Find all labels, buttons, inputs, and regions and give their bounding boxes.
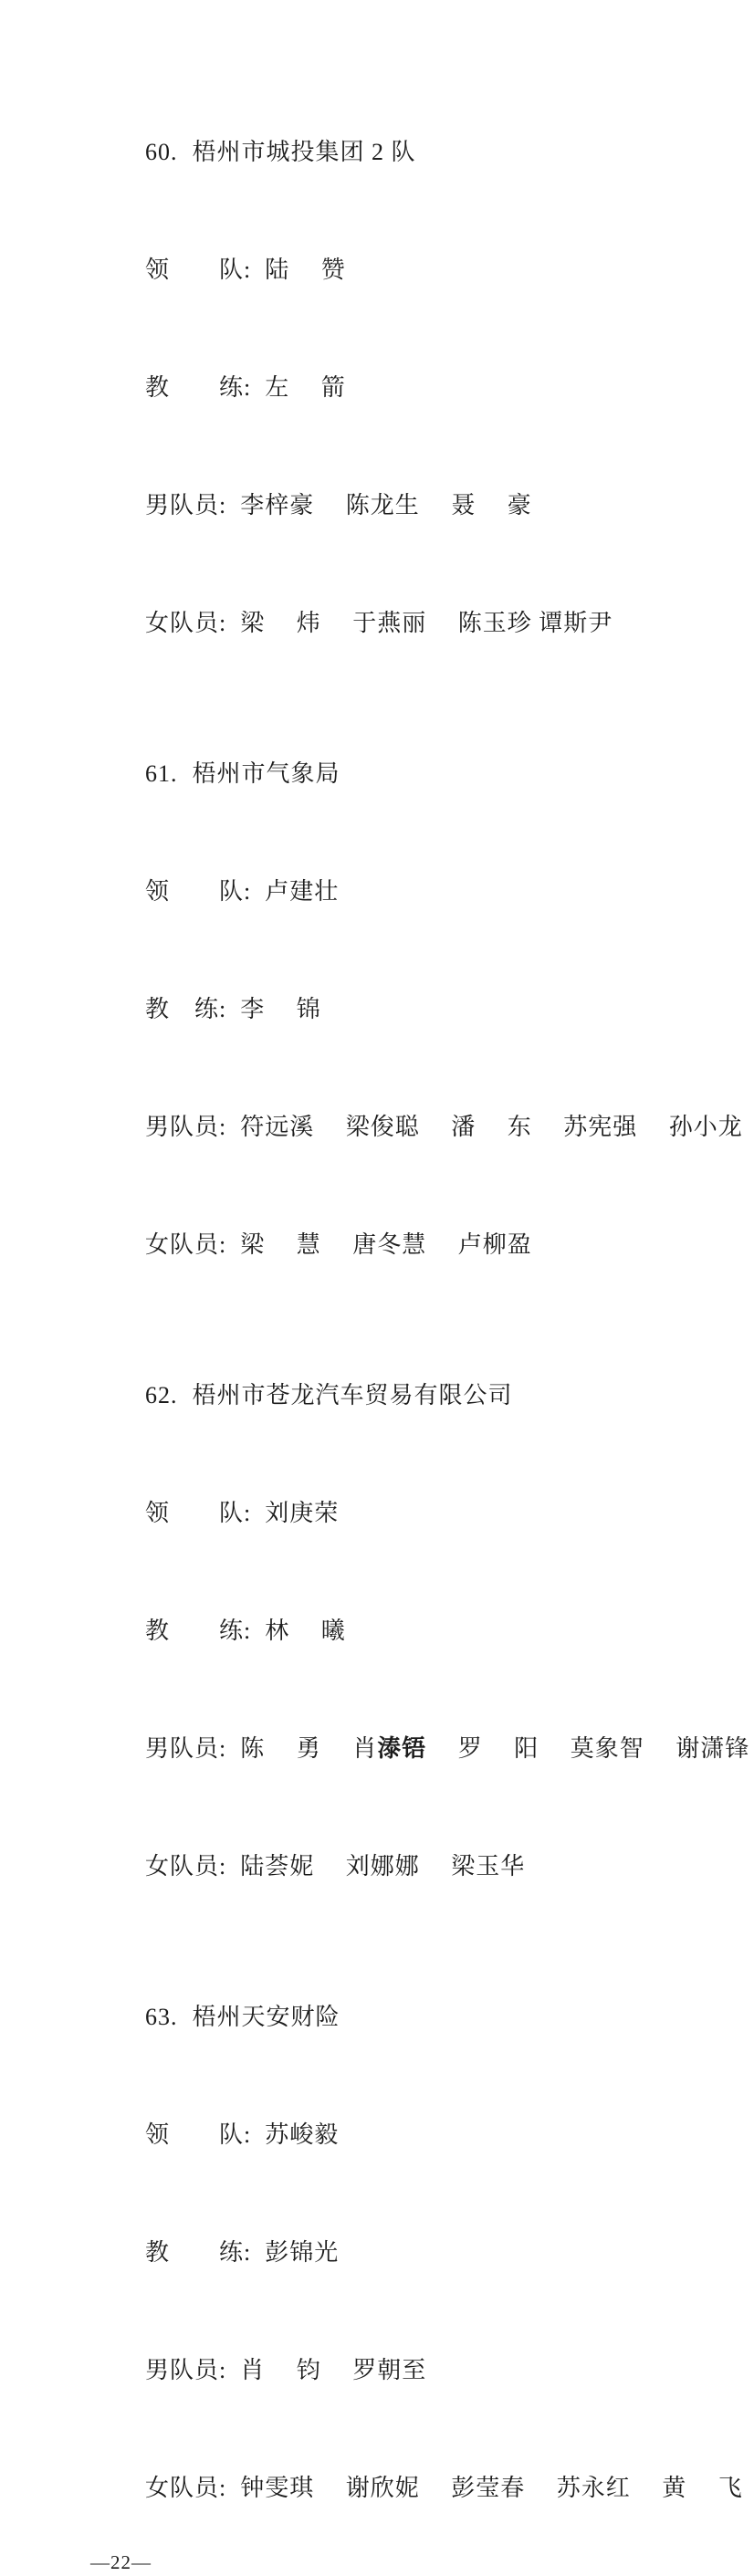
row-value: 左 箭 <box>265 374 346 401</box>
row-value: 李梓豪 陈龙生 聂 豪 <box>240 492 532 518</box>
row-value: 肖 钧 罗朝至 <box>240 2357 427 2383</box>
row-label: 教 练: <box>145 374 252 401</box>
team-number: 63. <box>145 2004 178 2030</box>
row-label: 男队员: <box>145 1114 227 1140</box>
row-label: 领 队: <box>145 878 252 905</box>
team-name: 梧州市城投集团 2 队 <box>192 139 416 165</box>
female-players-row <box>90 564 711 682</box>
row-value: 钟雯琪 谢欣妮 彭莹春 苏永红 黄 飞 <box>240 2475 743 2501</box>
row-value-suffix: 罗 阳 莫象智 谢潇锋 <box>426 1735 750 1762</box>
leader-row <box>90 211 711 329</box>
row-value: 林 曦 <box>265 1618 346 1644</box>
row-value: 彭锦光 <box>265 2239 340 2266</box>
row-label: 教 练: <box>145 1618 252 1644</box>
fallback-font-name: 溙铻 <box>377 1734 427 1762</box>
row-value: 梁 慧 唐冬慧 卢柳盈 <box>240 1231 532 1258</box>
row-label: 女队员: <box>145 610 227 636</box>
row-label: 女队员: <box>145 2475 227 2501</box>
coach-row <box>90 2194 711 2311</box>
leader-row <box>90 832 711 950</box>
coach-row <box>90 1572 711 1690</box>
team-title <box>90 1958 711 2076</box>
row-value-prefix: 陈 勇 肖 <box>240 1735 378 1762</box>
male-players-row <box>90 1068 743 1186</box>
team-block-63 <box>90 1958 743 2547</box>
team-name: 梧州市苍龙汽车贸易有限公司 <box>192 1382 513 1408</box>
team-name: 梧州天安财险 <box>192 2004 340 2030</box>
female-players-row <box>90 1807 711 1925</box>
row-label: 男队员: <box>145 2357 227 2383</box>
team-block-62 <box>90 1336 750 1925</box>
team-title <box>90 715 711 832</box>
page-number: —22— <box>90 2551 152 2573</box>
row-label: 女队员: <box>145 1853 227 1880</box>
row-value: 陆荟妮 刘娜娜 梁玉华 <box>240 1853 526 1880</box>
male-players-row <box>90 446 711 564</box>
row-label: 男队员: <box>145 1735 227 1762</box>
male-players-row <box>90 1690 750 1807</box>
team-number: 61. <box>145 760 178 787</box>
team-block-60 <box>90 93 711 682</box>
row-value: 陆 赞 <box>265 257 346 283</box>
team-number: 60. <box>145 139 178 165</box>
row-value: 李 锦 <box>240 996 321 1022</box>
coach-row <box>90 329 711 446</box>
female-players-row <box>90 2429 743 2547</box>
team-number: 62. <box>145 1382 178 1408</box>
team-title <box>90 1336 711 1454</box>
row-label: 男队员: <box>145 492 227 518</box>
female-players-row <box>90 1186 711 1304</box>
row-value: 苏峻毅 <box>265 2121 340 2148</box>
team-roster-list <box>90 93 750 2576</box>
team-title <box>90 93 711 211</box>
row-label: 领 队: <box>145 257 252 283</box>
team-block-61 <box>90 715 743 1304</box>
leader-row <box>90 1454 711 1572</box>
row-label: 教 练: <box>145 2239 252 2266</box>
row-value <box>240 1729 749 1768</box>
row-label: 教 练: <box>145 996 227 1022</box>
row-value: 符远溪 梁俊聪 潘 东 苏宪强 孙小龙 <box>240 1114 743 1140</box>
male-players-row <box>90 2311 711 2429</box>
row-label: 女队员: <box>145 1231 227 1258</box>
row-label: 领 队: <box>145 1500 252 1526</box>
row-label: 领 队: <box>145 2121 252 2148</box>
coach-row <box>90 950 711 1068</box>
row-value: 卢建壮 <box>265 878 340 905</box>
team-name: 梧州市气象局 <box>192 760 340 787</box>
row-value: 刘庚荣 <box>265 1500 340 1526</box>
leader-row <box>90 2076 711 2194</box>
row-value: 梁 炜 于燕丽 陈玉珍 谭斯尹 <box>240 610 613 636</box>
